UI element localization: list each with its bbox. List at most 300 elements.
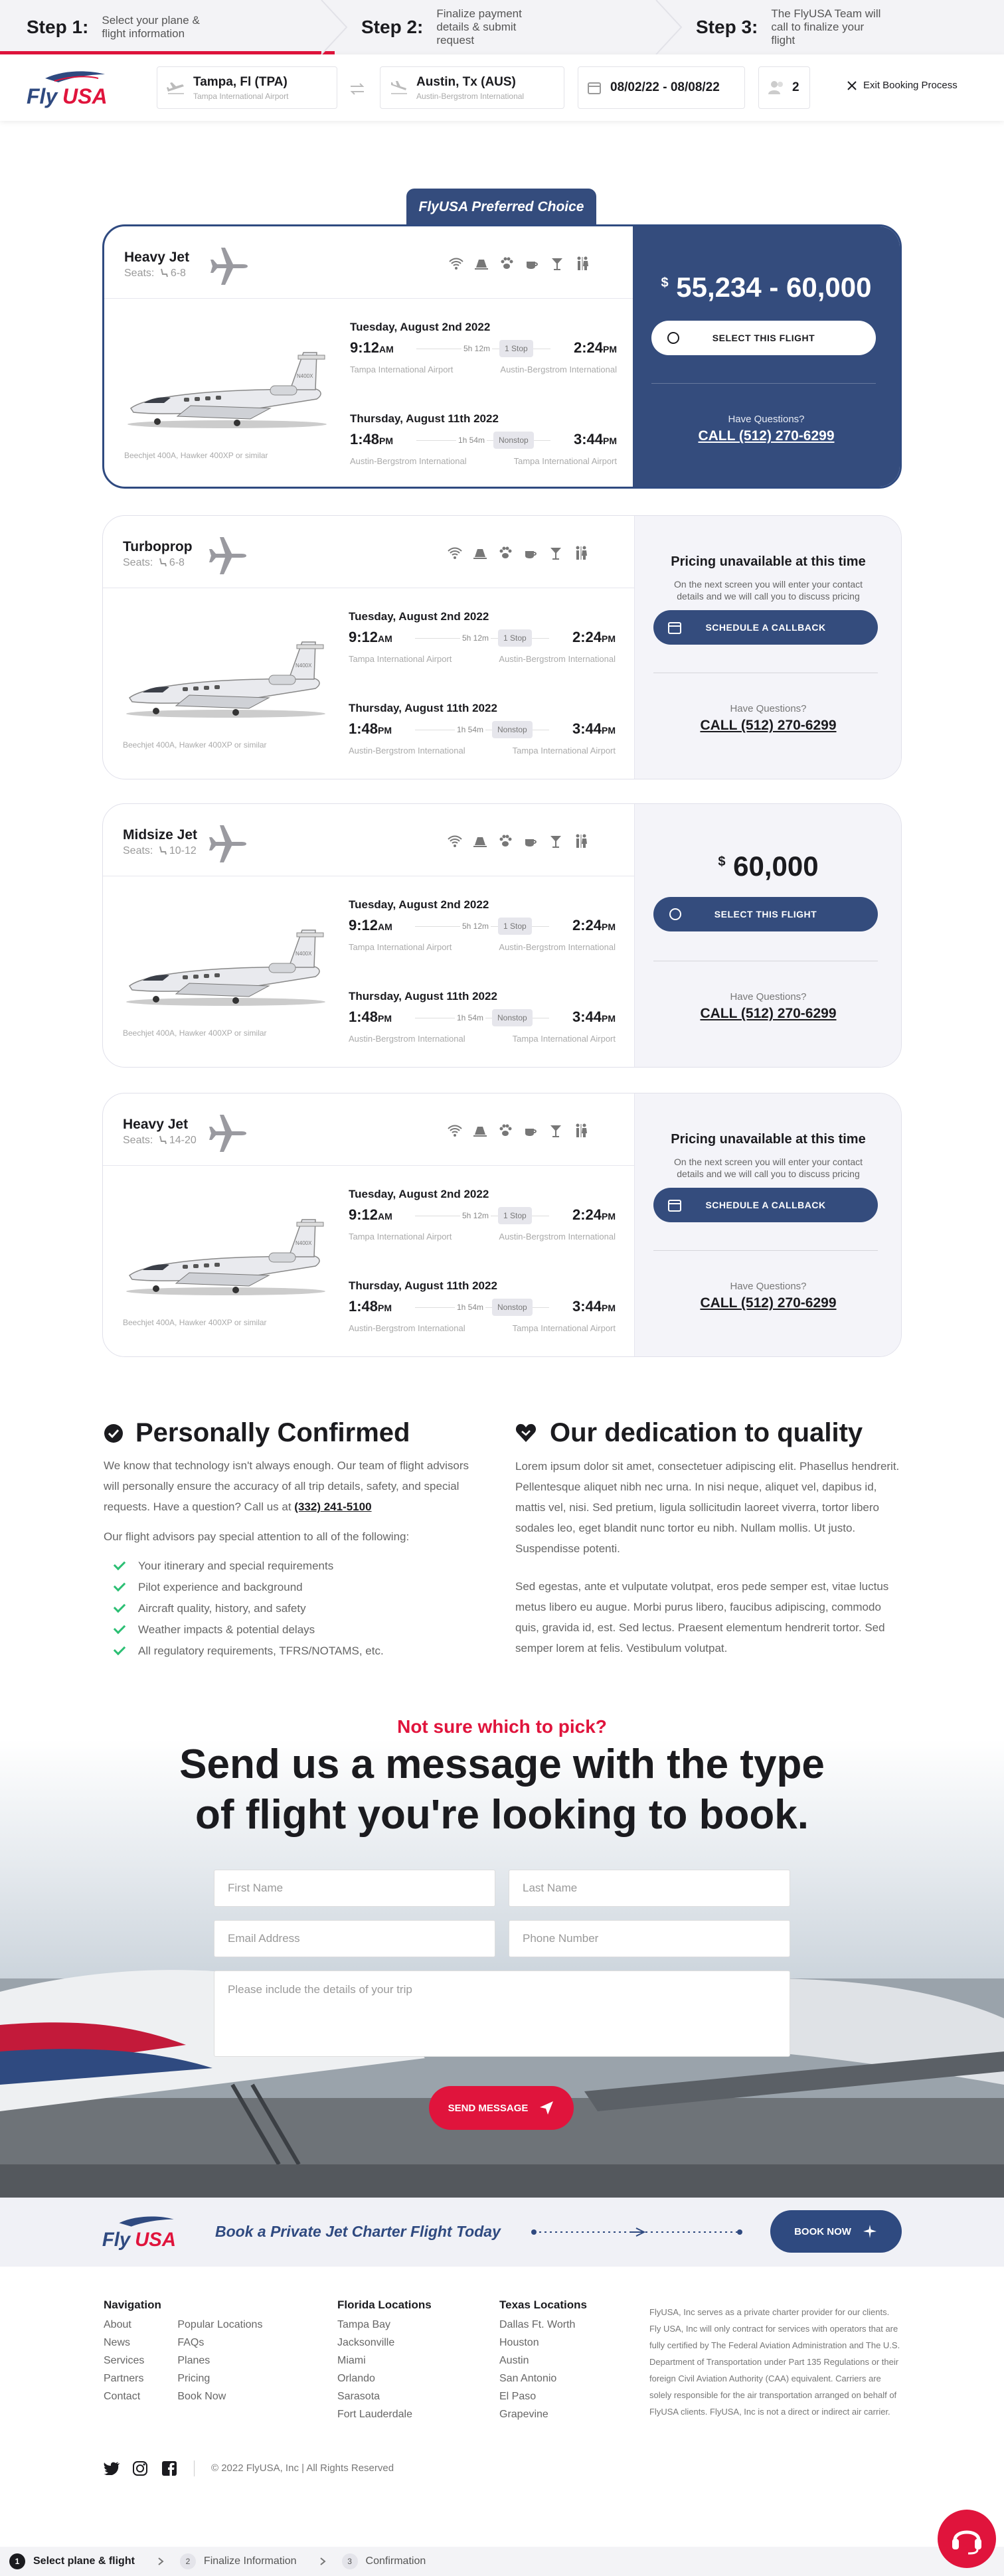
flight-duration: 5h 12m (460, 1211, 491, 1220)
contact-title (0, 1739, 1004, 1840)
leg-date: Tuesday, August 2nd 2022 (349, 1188, 489, 1200)
call-phone-link[interactable]: CALL (512) 270-6299 (700, 1295, 837, 1311)
calendar-icon (668, 1198, 681, 1212)
origin-city: Tampa, Fl (TPA) (193, 74, 288, 89)
flight-duration: 5h 12m (460, 633, 491, 643)
footer-location-link[interactable]: El Paso (499, 2391, 537, 2402)
aircraft-models: Beechjet 400A, Hawker 400XP or similar (123, 1028, 267, 1038)
aircraft-class: Heavy Jet (123, 1117, 189, 1132)
footer-location-link[interactable]: Sarasota (337, 2391, 380, 2402)
call-phone-link[interactable]: CALL (512) 270-6299 (700, 1006, 837, 1021)
contact-title-line-1: Send us a message with the type (179, 1741, 825, 1787)
arrival-airport: Austin-Bergstrom International (499, 1232, 616, 1242)
footer-link[interactable]: Services (104, 2355, 145, 2366)
departure-time (349, 629, 392, 646)
svg-text:Fly: Fly (27, 84, 58, 108)
confirmed-title: Personally Confirmed (135, 1418, 410, 1447)
flight-details (104, 226, 635, 487)
seats-range: 10-12 (169, 845, 197, 856)
schedule-callback-button[interactable] (653, 610, 878, 645)
pricing-panel (634, 1093, 901, 1356)
arrival-time (572, 1008, 616, 1026)
calendar-icon (668, 621, 681, 634)
footer-link[interactable]: Contact (104, 2391, 141, 2402)
phone-input[interactable]: Phone Number (509, 1920, 790, 1957)
svg-text:N400X: N400X (297, 373, 313, 379)
restroom-icon (574, 256, 590, 272)
arrival-time (572, 1206, 616, 1224)
outbound-leg (350, 321, 617, 375)
outbound-leg (349, 610, 616, 665)
footer-florida-locations (337, 2298, 432, 2423)
heart-handshake-icon (515, 1422, 537, 1443)
check-icon (114, 1579, 126, 1591)
restroom-icon (573, 833, 589, 849)
plane-takeoff-icon (167, 81, 185, 94)
step-number: Step 1: (27, 17, 89, 37)
stops-badge: 1 Stop (498, 1207, 532, 1224)
departure-airport: Austin-Bergstrom International (350, 456, 467, 466)
radio-icon (669, 908, 681, 920)
coffee-icon (524, 256, 540, 272)
twitter-icon[interactable] (104, 2462, 120, 2475)
time-period: PM (378, 725, 392, 736)
list-item (114, 1556, 384, 1577)
svg-text:N400X: N400X (295, 663, 312, 669)
quality-paragraph-2: Sed egestas, ante et vulputate volutpat, eros pede semper est, vitae luctus metus libero eu augue. Morbi purus libero, faucibus adipiscing, commodo quis, gravida id, est. Sed lectus. Praesent elementum hendrerit tortor. Sed semper lorem at felis. Vestibulum volutpat. (515, 1580, 889, 1654)
footer-divider (194, 2460, 195, 2476)
radio-icon (667, 332, 679, 344)
seats-info (124, 268, 186, 280)
time-period: PM (602, 1303, 616, 1313)
call-phone-link[interactable]: CALL (512) 270-6299 (700, 718, 837, 733)
seat-icon (159, 268, 169, 278)
outbound-leg (349, 1188, 616, 1242)
have-questions-label: Have Questions? (730, 991, 807, 1003)
exit-booking-button[interactable] (847, 80, 958, 91)
svg-text:USA: USA (62, 84, 108, 108)
return-leg (349, 702, 616, 756)
seats-label: Seats: (123, 1135, 153, 1146)
step-number: 3 (342, 2553, 358, 2569)
chat-support-button[interactable] (938, 2510, 996, 2568)
headset-icon (938, 2510, 996, 2568)
first-name-input[interactable]: First Name (214, 1870, 495, 1907)
footer-link[interactable]: Planes (177, 2355, 210, 2366)
list-item (114, 1619, 384, 1641)
flyusa-logo[interactable] (101, 2211, 186, 2252)
have-questions-label: Have Questions? (730, 703, 807, 714)
attention-checklist (114, 1556, 384, 1662)
footer-location-link[interactable]: Grapevine (499, 2409, 548, 2420)
coffee-icon (523, 1123, 539, 1139)
aircraft-photo (116, 1206, 335, 1299)
cabin-icon (472, 1123, 488, 1139)
seats-info (123, 845, 197, 857)
footer-link[interactable]: FAQs (177, 2337, 205, 2348)
flyusa-logo[interactable] (25, 66, 118, 109)
stops-badge: Nonstop (492, 1299, 533, 1316)
booking-steps (0, 0, 1004, 54)
departure-airport: Tampa International Airport (350, 364, 454, 374)
step-number: Step 2: (361, 17, 424, 37)
footer-link[interactable]: Partners (104, 2373, 144, 2384)
time-period: AM (378, 1211, 392, 1222)
footer-location-link[interactable]: Fort Lauderdale (337, 2409, 412, 2420)
time-value: 3:44 (572, 720, 602, 737)
leg-date: Tuesday, August 2nd 2022 (349, 898, 489, 911)
confirmed-attention-text: Our flight advisors pay special attention to all of the following: (104, 1530, 410, 1543)
step-description: The FlyUSA Team will call to finalize your flight (771, 7, 881, 46)
card-divider (104, 298, 635, 299)
schedule-callback-button[interactable] (653, 1188, 878, 1222)
panel-divider (653, 1250, 878, 1251)
aircraft-photo (118, 339, 337, 432)
pricing-panel (634, 516, 901, 779)
arrival-time (574, 431, 617, 448)
pets-icon (497, 1123, 513, 1139)
footer-location-link[interactable]: Houston (499, 2337, 539, 2348)
destination-airport: Austin-Bergstrom International (416, 91, 525, 101)
footer-link[interactable]: Pricing (177, 2373, 210, 2384)
progress-step-2[interactable] (180, 2553, 297, 2569)
time-period: AM (378, 633, 392, 644)
time-value: 1:48 (350, 431, 380, 447)
contact-eyebrow: Not sure which to pick? (397, 1716, 607, 1737)
aircraft-type-icon (207, 534, 249, 577)
stops-badge: 1 Stop (498, 918, 532, 935)
time-value: 1:48 (349, 720, 378, 737)
time-value: 1:48 (349, 1298, 378, 1315)
amenities (447, 833, 589, 849)
schedule-callback-label: SCHEDULE A CALLBACK (705, 1200, 826, 1210)
trip-details-textarea[interactable]: Please include the details of your trip (214, 1971, 790, 2057)
currency-symbol: $ (718, 854, 726, 869)
have-questions-label: Have Questions? (728, 414, 805, 425)
time-value: 3:44 (572, 1298, 602, 1315)
chevron-right-icon (655, 0, 684, 54)
time-period: PM (602, 725, 616, 736)
preferred-choice-badge: FlyUSA Preferred Choice (406, 189, 596, 226)
svg-text:N400X: N400X (295, 1240, 312, 1246)
chevron-right-icon (313, 2557, 333, 2566)
arrival-time (572, 629, 616, 646)
price-value: 55,234 - 60,000 (676, 272, 872, 303)
leg-date: Tuesday, August 2nd 2022 (350, 321, 491, 333)
svg-text:USA: USA (135, 2229, 176, 2251)
list-item (114, 1577, 384, 1598)
time-period: PM (602, 1013, 616, 1024)
aircraft-models: Beechjet 400A, Hawker 400XP or similar (123, 1318, 267, 1327)
list-item (114, 1641, 384, 1662)
time-period: PM (378, 1013, 392, 1024)
footer-location-link[interactable]: Miami (337, 2355, 366, 2366)
book-now-label: BOOK NOW (794, 2225, 851, 2237)
aircraft-class: Heavy Jet (124, 250, 190, 265)
pricing-panel (633, 226, 900, 487)
flight-card (102, 515, 902, 779)
pets-icon (497, 833, 513, 849)
time-period: PM (602, 633, 616, 644)
contact-title-line-2: of flight you're looking to book. (195, 1792, 809, 1838)
pets-icon (499, 256, 515, 272)
time-value: 2:24 (572, 1206, 602, 1223)
arrival-time (572, 1298, 616, 1315)
footer-nav-title: Navigation (104, 2298, 161, 2311)
time-period: AM (379, 344, 394, 355)
passengers-icon (768, 80, 786, 95)
footer-link[interactable]: About (104, 2319, 131, 2330)
plane-landing-icon (390, 81, 408, 94)
passengers-field[interactable] (758, 66, 810, 109)
chevron-right-icon (151, 2557, 171, 2566)
departure-time (350, 431, 393, 448)
arrival-airport: Austin-Bergstrom International (499, 654, 616, 664)
time-value: 9:12 (349, 629, 378, 645)
flight-details (103, 516, 634, 779)
flight-details (103, 804, 634, 1067)
wifi-icon (447, 833, 463, 849)
pets-icon (497, 545, 513, 561)
select-flight-button[interactable] (653, 897, 878, 931)
seats-range: 14-20 (169, 1135, 197, 1146)
progress-step-1[interactable] (9, 2553, 135, 2569)
departure-airport: Tampa International Airport (349, 1232, 452, 1242)
footer-link[interactable]: Popular Locations (177, 2319, 263, 2330)
list-item-label: Pilot experience and background (138, 1581, 303, 1593)
pricing-unavailable-title: Pricing unavailable at this time (671, 554, 866, 569)
check-icon (114, 1558, 126, 1570)
footer-link[interactable]: News (104, 2337, 131, 2348)
departure-airport: Austin-Bergstrom International (349, 1323, 465, 1333)
seats-info (123, 557, 185, 569)
stops-badge: Nonstop (492, 1009, 533, 1026)
book-now-button[interactable] (770, 2210, 902, 2253)
email-input[interactable]: Email Address (214, 1920, 495, 1957)
check-icon (114, 1643, 126, 1655)
send-message-label: SEND MESSAGE (448, 2102, 529, 2114)
cocktail-icon (548, 545, 564, 561)
flight-duration: 1h 54m (455, 1013, 485, 1022)
time-period: PM (603, 344, 617, 355)
time-value: 2:24 (572, 629, 602, 645)
send-icon (539, 2100, 554, 2116)
footer-location-link[interactable]: Orlando (337, 2373, 375, 2384)
arrival-airport: Tampa International Airport (512, 746, 616, 756)
exit-booking-label: Exit Booking Process (863, 80, 958, 91)
have-questions-label: Have Questions? (730, 1281, 807, 1292)
flight-card (102, 224, 902, 489)
arrival-airport: Tampa International Airport (513, 456, 617, 466)
footer-texas-title: Texas Locations (499, 2298, 587, 2311)
departure-time (349, 1008, 392, 1026)
footer-navigation (104, 2298, 262, 2405)
amenities (448, 256, 590, 272)
seats-label: Seats: (124, 268, 155, 279)
facebook-icon[interactable] (162, 2461, 177, 2476)
select-flight-label: SELECT THIS FLIGHT (714, 909, 817, 920)
aircraft-models: Beechjet 400A, Hawker 400XP or similar (124, 451, 268, 460)
time-period: PM (603, 436, 617, 446)
footer-location-link[interactable]: Dallas Ft. Worth (499, 2319, 576, 2330)
amenities (447, 545, 589, 561)
time-value: 3:44 (573, 431, 603, 447)
departure-airport: Austin-Bergstrom International (349, 1034, 465, 1044)
time-value: 2:24 (572, 917, 602, 933)
cabin-icon (473, 256, 489, 272)
price-range (635, 850, 902, 882)
check-icon (114, 1622, 126, 1634)
step-label: Confirmation (365, 2555, 426, 2567)
step-number: 2 (180, 2553, 196, 2569)
quality-paragraph-1: Lorem ipsum dolor sit amet, consectetuer adipiscing elit. Phasellus hendrerit. Pellentesque aliquet nibh nec urna. In nisi neque, aliquet vel, dapibus id, mattis vel, nisi. Sed pretium, ligula sollicitudin laoreet viverra, tortor libero sodales leo, eget blandit nunc tortor eu nibh. Nullam mollis. Ut justo. Suspendisse potenti. (515, 1460, 900, 1555)
restroom-icon (573, 545, 589, 561)
footer-disclaimer: FlyUSA, Inc serves as a private charter provider for our clients. Fly USA, Inc will only contract for services with operators that are fully certified by The Federal Aviation Administration and The U.S. Department of Transportation under Part 135 Regulations or their foreign Civil Aviation Authority (CAA) equivalent. Carriers are solely responsible for the air transportation arranged on behalf of FlyUSA clients. FlyUSA, Inc is not a direct or indirect air carrier. (649, 2307, 900, 2417)
destination-city: Austin, Tx (AUS) (416, 74, 516, 89)
outbound-leg (349, 898, 616, 953)
step-number: 1 (9, 2553, 25, 2569)
quality-title: Our dedication to quality (550, 1418, 863, 1447)
plane-icon (862, 2223, 878, 2239)
origin-airport: Tampa International Airport (193, 91, 289, 101)
step-3[interactable] (669, 0, 1004, 54)
send-message-button[interactable] (429, 2086, 574, 2130)
check-circle-icon (104, 1423, 124, 1443)
step-description: Select your plane & flight information (102, 14, 200, 40)
seats-range: 6-8 (170, 268, 186, 279)
arrival-airport: Austin-Bergstrom International (499, 942, 616, 952)
footer-location-link[interactable]: San Antonio (499, 2373, 557, 2384)
list-item (114, 1598, 384, 1619)
last-name-input[interactable]: Last Name (509, 1870, 790, 1907)
price-range (633, 272, 900, 303)
leg-date: Thursday, August 11th 2022 (350, 412, 499, 425)
cabin-icon (472, 545, 488, 561)
list-item-label: Your itinerary and special requirements (138, 1560, 334, 1572)
schedule-callback-label: SCHEDULE A CALLBACK (705, 622, 826, 633)
wifi-icon (447, 1123, 463, 1139)
footer-link[interactable]: Book Now (177, 2391, 226, 2402)
coffee-icon (523, 545, 539, 561)
step-description: Finalize payment details & submit request (436, 7, 522, 46)
footer-location-link[interactable]: Jacksonville (337, 2337, 395, 2348)
list-item-label: Aircraft quality, history, and safety (138, 1602, 306, 1615)
departure-time (350, 339, 394, 357)
coffee-icon (523, 833, 539, 849)
time-value: 2:24 (573, 339, 603, 356)
stops-badge: 1 Stop (499, 340, 533, 357)
aircraft-photo (116, 917, 335, 1010)
cocktail-icon (549, 256, 565, 272)
destination-field[interactable] (380, 66, 564, 109)
price-value: 60,000 (733, 850, 819, 882)
confirmed-text: We know that technology isn't always enough. Our team of flight advisors will personally ensure the accuracy of all trip details, safety, and special requests. Have a question? Call us at (104, 1459, 469, 1513)
footer-location-link[interactable]: Tampa Bay (337, 2319, 391, 2330)
step-label: Finalize Information (203, 2555, 297, 2567)
departure-time (349, 720, 392, 738)
bottom-progress-bar (0, 2547, 1004, 2576)
arrival-airport: Austin-Bergstrom International (500, 364, 617, 374)
time-value: 9:12 (349, 917, 378, 933)
cocktail-icon (548, 833, 564, 849)
pricing-panel (634, 804, 901, 1067)
step-2[interactable] (335, 0, 669, 54)
departure-time (349, 917, 392, 934)
panel-divider (651, 383, 876, 384)
aircraft-class: Turboprop (123, 539, 193, 554)
restroom-icon (573, 1123, 589, 1139)
aircraft-type-icon (207, 1112, 249, 1155)
pricing-unavailable-title: Pricing unavailable at this time (671, 1132, 866, 1147)
confirmed-paragraph (104, 1455, 475, 1517)
instagram-icon[interactable] (133, 2461, 147, 2476)
arrival-time (574, 339, 617, 357)
origin-field[interactable] (157, 66, 337, 109)
departure-time (349, 1298, 392, 1315)
call-phone-link[interactable]: CALL (512) 270-6299 (698, 428, 835, 443)
seats-range: 6-8 (169, 557, 185, 568)
book-bar-text: Book a Private Jet Charter Flight Today (215, 2223, 501, 2240)
flight-duration: 5h 12m (460, 922, 491, 931)
wifi-icon (447, 545, 463, 561)
footer-location-link[interactable]: Austin (499, 2355, 529, 2366)
progress-step-3[interactable] (342, 2553, 426, 2569)
aircraft-type-icon (208, 245, 250, 287)
departure-time (349, 1206, 392, 1224)
seats-label: Seats: (123, 845, 153, 856)
time-value: 9:12 (349, 1206, 378, 1223)
arrival-airport: Tampa International Airport (512, 1034, 616, 1044)
seat-icon (158, 1135, 167, 1145)
time-period: PM (378, 1303, 392, 1313)
list-item-label: All regulatory requirements, TFRS/NOTAMS, etc. (138, 1645, 384, 1657)
flight-card (102, 803, 902, 1068)
time-value: 9:12 (350, 339, 380, 356)
check-icon (114, 1601, 126, 1613)
step-number: Step 3: (696, 17, 758, 37)
stops-badge: 1 Stop (498, 629, 532, 647)
confirmed-phone-link[interactable]: (332) 241-5100 (294, 1500, 372, 1513)
swap-icon[interactable] (349, 82, 365, 96)
stops-badge: Nonstop (492, 721, 533, 738)
departure-airport: Austin-Bergstrom International (349, 746, 465, 756)
copyright: © 2022 FlyUSA, Inc | All Rights Reserved (211, 2462, 394, 2474)
pricing-unavailable-text: On the next screen you will enter your contact details and we will call you to discuss pricing (673, 579, 863, 602)
return-leg (349, 990, 616, 1044)
leg-date: Tuesday, August 2nd 2022 (349, 610, 489, 623)
seats-info (123, 1135, 197, 1147)
flight-card (102, 1093, 902, 1357)
select-flight-button[interactable] (651, 321, 876, 355)
currency-symbol: $ (661, 276, 669, 290)
pricing-unavailable-text: On the next screen you will enter your contact details and we will call you to discuss pricing (673, 1157, 863, 1179)
step-1[interactable] (0, 0, 335, 54)
aircraft-type-icon (207, 823, 249, 865)
svg-text:N400X: N400X (295, 951, 312, 957)
date-range-field[interactable] (578, 66, 745, 109)
close-icon (847, 81, 857, 90)
passengers-count: 2 (792, 80, 799, 94)
departure-airport: Tampa International Airport (349, 654, 452, 664)
card-divider (103, 1165, 634, 1166)
arrival-time (572, 720, 616, 738)
leg-date: Thursday, August 11th 2022 (349, 990, 497, 1003)
amenities (447, 1123, 589, 1139)
seat-icon (158, 558, 167, 567)
calendar-icon (588, 81, 601, 94)
search-header (0, 54, 1004, 121)
arrival-airport: Tampa International Airport (512, 1323, 616, 1333)
